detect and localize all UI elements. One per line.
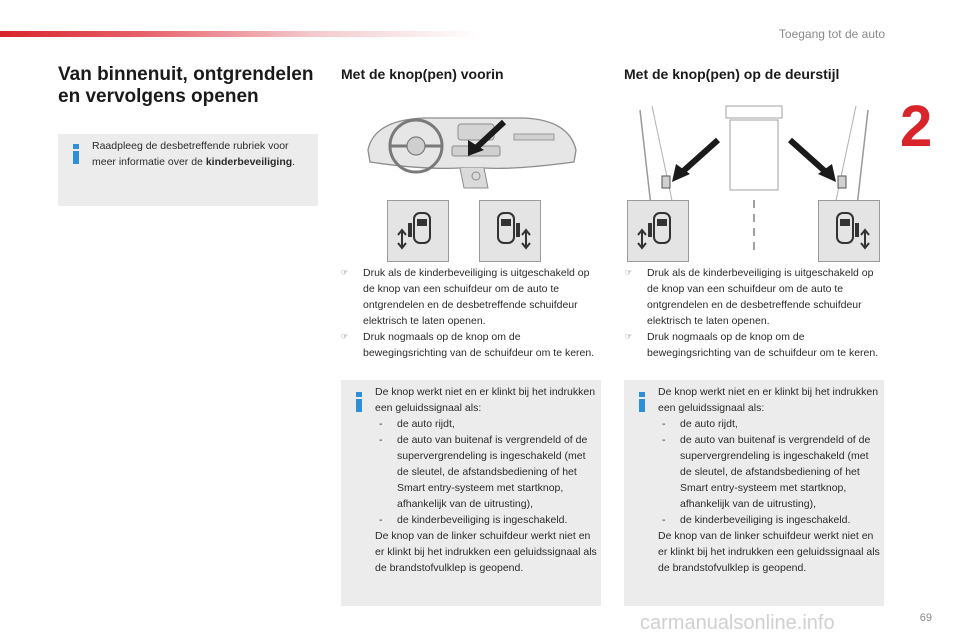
- page-title: Van binnenuit, ontgrendelen en vervolgens openen: [58, 64, 314, 107]
- chapter-number: 2: [900, 94, 933, 159]
- door-button-right-pillar: [818, 200, 880, 262]
- finger-pointer-icon: ☞: [625, 268, 633, 277]
- section-heading-front: Met de knop(pen) voorin: [341, 66, 504, 82]
- condition-list: - de auto rijdt, - de auto van buitenaf is vergrendeld of de supervergrendeling is ingeschakeld (met de sleutel, de afstandsbediening of het Smart entry-systeem met startknop, afhankelijk van de uitrusting), - de kinderbeveiliging is ingeschakeld.: [658, 416, 880, 528]
- page-number: 69: [919, 612, 932, 624]
- dashboard-illustration: [364, 110, 580, 192]
- door-button-right-front: [479, 200, 541, 262]
- condition-list: - de auto rijdt, - de auto van buitenaf is vergrendeld of de supervergrendeling is ingeschakeld (met de sleutel, de afstandsbediening of het Smart entry-systeem met startknop, afhankelijk van de uitrusting), - de kinderbeveiliging is ingeschakeld.: [375, 416, 597, 528]
- finger-pointer-icon: ☞: [341, 332, 349, 341]
- section-title: Toegang tot de auto: [778, 27, 885, 41]
- info-icon: [72, 144, 80, 164]
- info-text-front: De knop werkt niet en er klinkt bij het indrukken een geluidssignaal als: - de auto rijdt, - de auto van buitenaf is vergrendeld of de supervergrendeling is ingeschakeld (met de sleutel, de afstandsbediening of het Smart entry-systeem met startknop, afhankelijk van de uitrusting), - de kinderbeveiliging is ingeschakeld. De knop van de linker schuifdeur werkt niet en er klinkt bij het indrukken een geluidssignaal als de brandstofvulklep is geopend.: [375, 384, 597, 576]
- info-box-front: [341, 380, 601, 606]
- info-text-left: Raadpleeg de desbetreffende rubriek voor meer informatie over de kinderbeveiliging.: [92, 140, 296, 168]
- finger-pointer-icon: ☞: [341, 268, 349, 277]
- info-box-pillar: [624, 380, 884, 606]
- finger-pointer-icon: ☞: [625, 332, 633, 341]
- info-icon: [638, 392, 646, 412]
- info-text-pillar: De knop werkt niet en er klinkt bij het indrukken een geluidssignaal als: - de auto rijdt, - de auto van buitenaf is vergrendeld of de supervergrendeling is ingeschakeld (met de sleutel, de afstandsbediening of het Smart entry-systeem met startknop, afhankelijk van de uitrusting), - de kinderbeveiliging is ingeschakeld. De knop van de linker schuifdeur werkt niet en er klinkt bij het indrukken een geluidssignaal als de brandstofvulklep is geopend.: [658, 384, 880, 576]
- door-button-left-front: [387, 200, 449, 262]
- watermark: carmanualsonline.info: [640, 612, 835, 634]
- section-heading-pillar: Met de knop(pen) op de deurstijl: [624, 66, 840, 82]
- door-button-left-pillar: [627, 200, 689, 262]
- info-box-left: [58, 134, 318, 206]
- info-icon: [355, 392, 363, 412]
- top-accent-bar: [0, 31, 480, 37]
